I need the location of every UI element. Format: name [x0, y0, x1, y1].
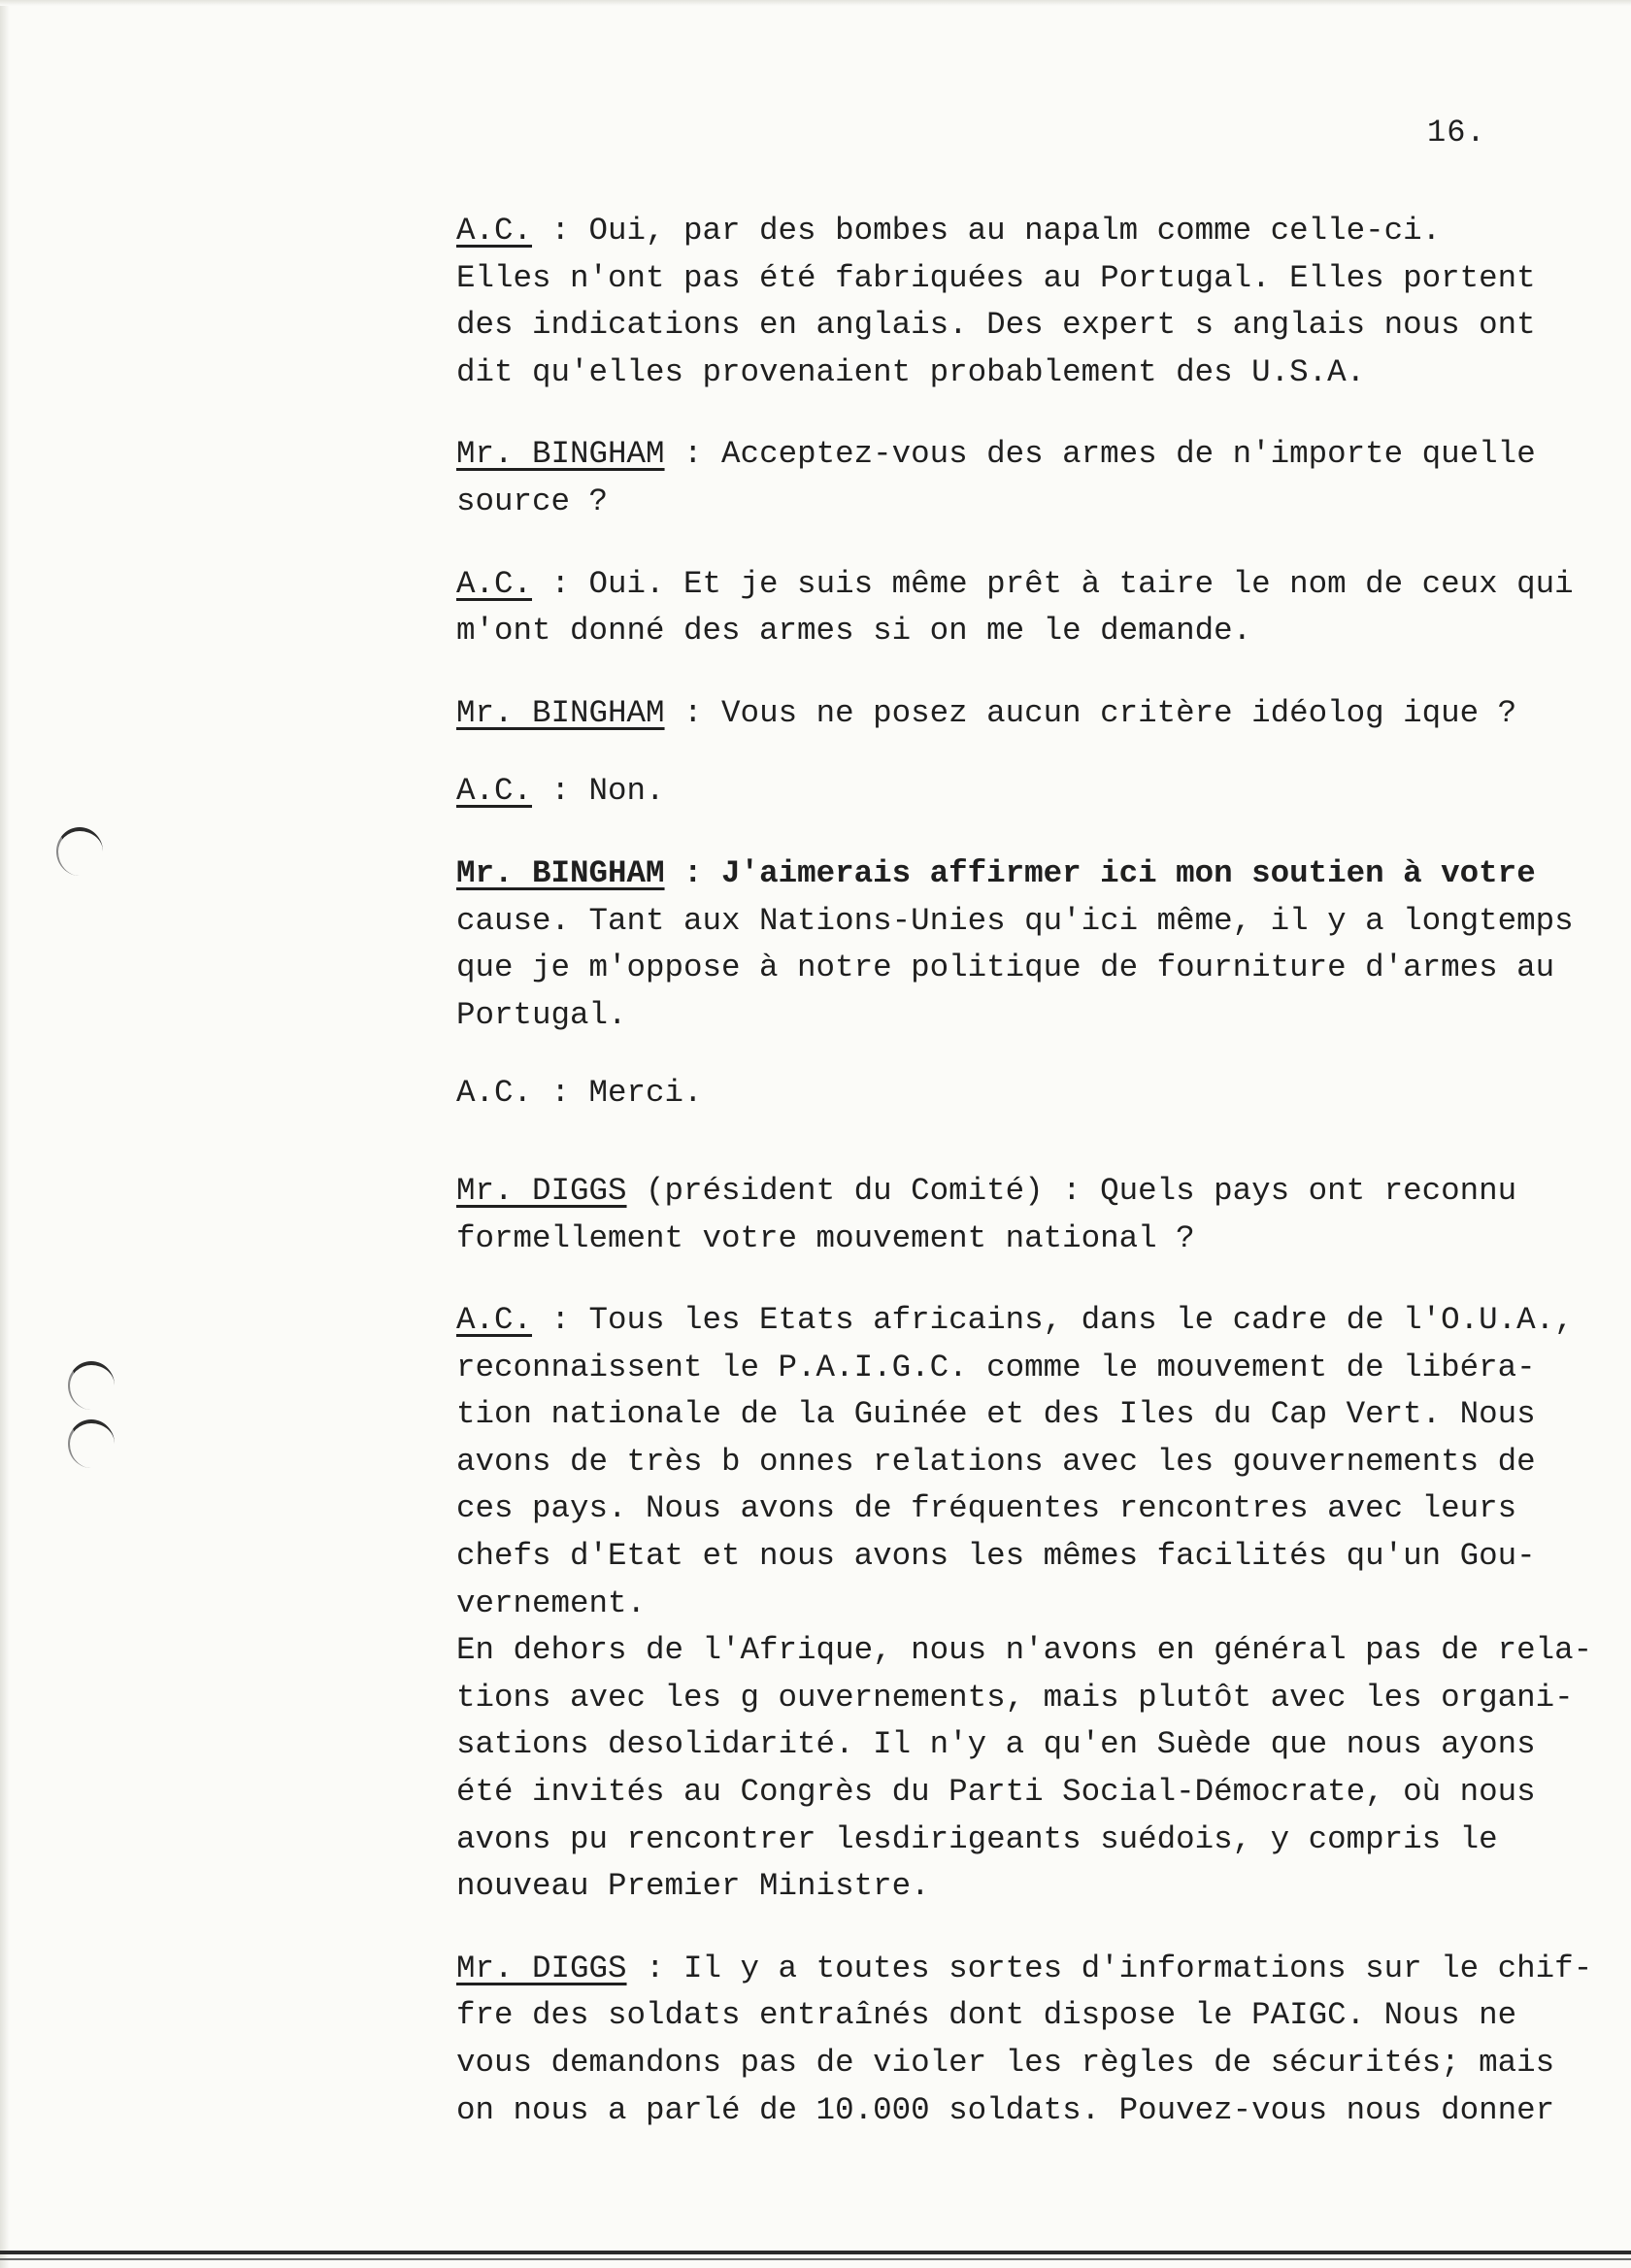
- transcript-paragraph: [456, 208, 1621, 396]
- paragraph-line: vernement.: [456, 1584, 647, 1621]
- paragraph-line: En dehors de l'Afrique, nous n'avons en général pas de rela-: [456, 1632, 1593, 1669]
- punch-hole-mark: [68, 1361, 115, 1410]
- speaker-label: A.C.: [456, 565, 533, 602]
- paragraph-line: reconnaissent le P.A.I.G.C. comme le mouvement de libéra-: [456, 1349, 1536, 1385]
- paragraph-line: : J'aimerais affirmer ici mon soutien à votre: [664, 854, 1536, 891]
- paragraph-line: cause. Tant aux Nations-Unies qu'ici même, il y a longtemps: [456, 902, 1574, 939]
- paragraph-line: (président du Comité) : Quels pays ont reconnu: [626, 1172, 1517, 1209]
- paragraph-line: on nous a parlé de 10.000 soldats. Pouvez-vous nous donner: [456, 2091, 1555, 2128]
- paragraph-line: tions avec les g ouvernements, mais plutôt avec les organi-: [456, 1679, 1574, 1716]
- page-bottom-rule: [0, 2258, 1631, 2260]
- punch-hole-mark: [56, 827, 103, 876]
- paragraph-line: dit qu'elles provenaient probablement des U.S.A.: [456, 353, 1366, 390]
- transcript-paragraph: [456, 1070, 1621, 1117]
- paragraph-line: source ?: [456, 483, 609, 519]
- speaker-label: Mr. BINGHAM: [456, 854, 665, 891]
- page-number: 16.: [1427, 115, 1486, 150]
- paragraph-line: des indications en anglais. Des expert s anglais nous ont: [456, 307, 1536, 344]
- transcript-paragraph: [456, 1946, 1621, 2134]
- transcript-paragraph: [456, 431, 1621, 525]
- paragraph-line: nouveau Premier Ministre.: [456, 1868, 930, 1905]
- paragraph-line: sations desolidarité. Il n'y a qu'en Suède que nous ayons: [456, 1726, 1536, 1763]
- page-left-edge: [0, 0, 10, 2268]
- punch-hole-mark: [68, 1419, 115, 1468]
- paragraph-line: : Vous ne posez aucun critère idéolog ique ?: [664, 694, 1517, 731]
- paragraph-line: : Oui. Et je suis même prêt à taire le nom de ceux qui: [532, 565, 1574, 602]
- paragraph-line: ces pays. Nous avons de fréquentes rencontres avec leurs: [456, 1490, 1517, 1527]
- speaker-label: Mr. BINGHAM: [456, 694, 665, 731]
- page-top-edge: [0, 0, 1631, 6]
- paragraph-line: A.C. : Merci.: [456, 1075, 703, 1112]
- paragraph-line: : Il y a toutes sortes d'informations sur le chif-: [626, 1950, 1593, 1986]
- transcript-paragraph: [456, 768, 1621, 816]
- speaker-label: Mr. DIGGS: [456, 1950, 627, 1986]
- paragraph-line: fre des soldats entraînés dont dispose le PAIGC. Nous ne: [456, 1997, 1517, 2034]
- speaker-label: A.C.: [456, 213, 533, 249]
- paragraph-line: : Oui, par des bombes au napalm comme celle-ci.: [532, 213, 1442, 249]
- transcript-paragraph: [456, 561, 1621, 655]
- paragraph-line: que je m'oppose à notre politique de fourniture d'armes au: [456, 950, 1555, 986]
- speaker-label: Mr. DIGGS: [456, 1172, 627, 1209]
- paragraph-line: : Non.: [532, 773, 665, 810]
- paragraph-line: : Tous les Etats africains, dans le cadre de l'O.U.A.,: [532, 1302, 1574, 1339]
- transcript-paragraph: [456, 1168, 1621, 1262]
- paragraph-line: formellement votre mouvement national ?: [456, 1219, 1195, 1256]
- paragraph-line: avons pu rencontrer lesdirigeants suédois, y compris le: [456, 1820, 1498, 1857]
- paragraph-line: tion nationale de la Guinée et des Iles du Cap Vert. Nous: [456, 1396, 1536, 1433]
- transcript-body: [456, 208, 1621, 2134]
- paragraph-line: avons de très b onnes relations avec les gouvernements de: [456, 1443, 1536, 1480]
- paragraph-line: Portugal.: [456, 996, 627, 1033]
- transcript-paragraph: [456, 690, 1621, 738]
- paragraph-line: m'ont donné des armes si on me le demande.: [456, 613, 1252, 650]
- paragraph-line: : Acceptez-vous des armes de n'importe quelle: [664, 436, 1536, 473]
- transcript-paragraph: [456, 850, 1621, 1039]
- paragraph-line: vous demandons pas de violer les règles de sécurités; mais: [456, 2045, 1555, 2081]
- speaker-label: A.C.: [456, 1302, 533, 1339]
- paragraph-line: été invités au Congrès du Parti Social-Démocrate, où nous: [456, 1774, 1536, 1811]
- speaker-label: Mr. BINGHAM: [456, 436, 665, 473]
- transcript-paragraph: [456, 1297, 1621, 1911]
- page-bottom-rule: [0, 2251, 1631, 2254]
- paragraph-line: Elles n'ont pas été fabriquées au Portugal. Elles portent: [456, 259, 1536, 296]
- speaker-label: A.C.: [456, 773, 533, 810]
- paragraph-line: chefs d'Etat et nous avons les mêmes facilités qu'un Gou-: [456, 1538, 1536, 1575]
